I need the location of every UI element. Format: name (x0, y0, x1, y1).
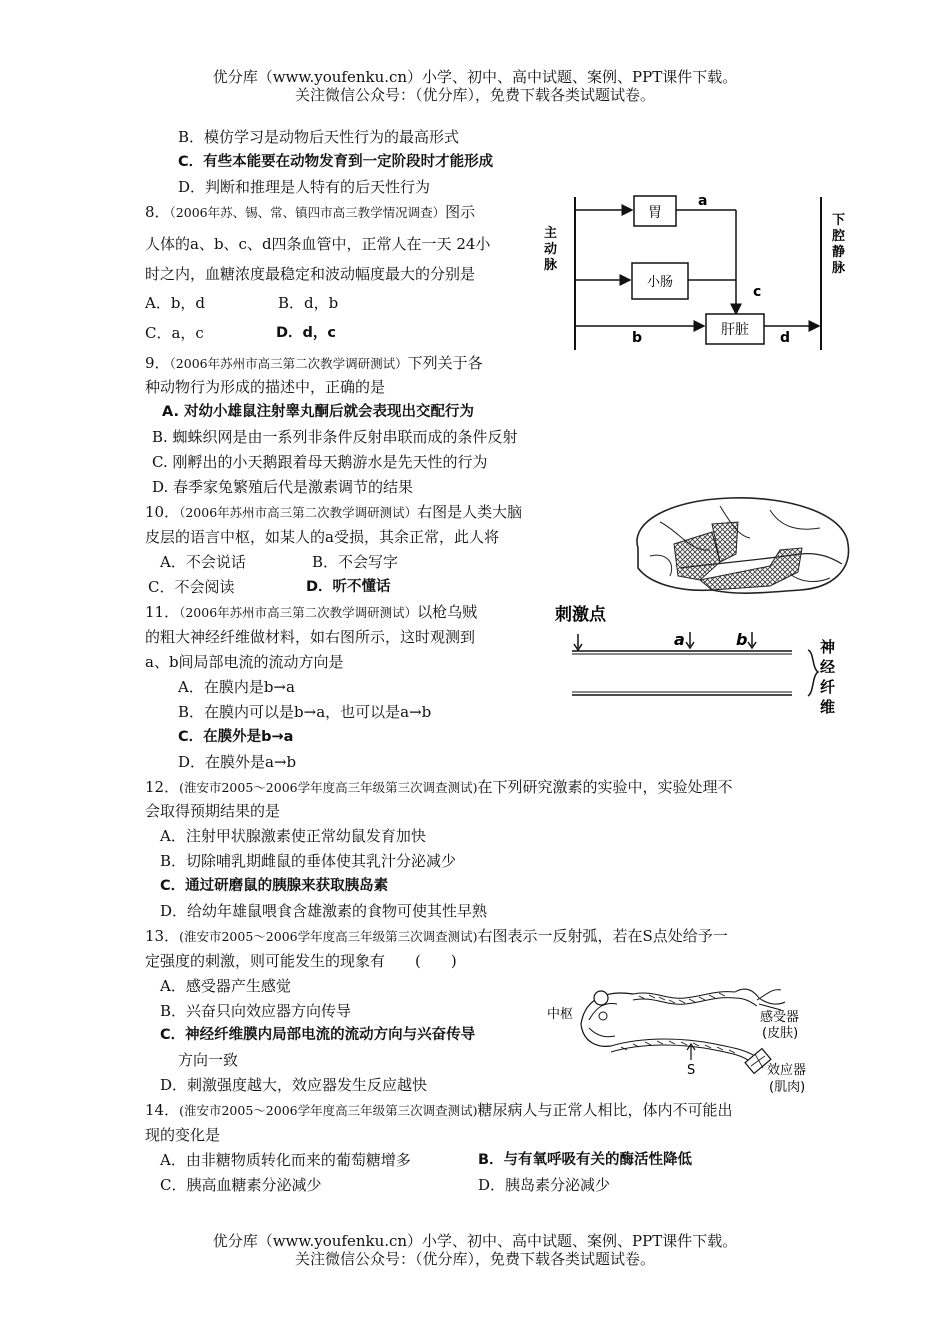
q12-option-c: C．通过研磨鼠的胰腺来获取胰岛素 (160, 878, 389, 894)
q8-stem-line-1 (145, 202, 475, 223)
fiber-label-4: 维 (820, 698, 836, 716)
q14-stem-line-1 (145, 1100, 733, 1121)
vein-label-1: 下 (832, 213, 846, 228)
q8-stem-line-3: 时之内，血糖浓度最稳定和波动幅度最大的分别是 (145, 265, 476, 283)
q12-number: 12． (145, 778, 180, 796)
q12-stem-line-1 (145, 777, 733, 798)
aorta-label-3: 脉 (544, 258, 558, 273)
q11-option-b: B．在膜内可以是b→a，也可以是a→b (178, 703, 432, 721)
receptor-skin-label: (皮肤) (762, 1026, 799, 1041)
q11-stem-line-1 (145, 602, 477, 623)
q8-number: 8． (145, 203, 170, 221)
q10-option-d: D．听不懂话 (306, 579, 391, 595)
q10-number: 10． (145, 503, 180, 521)
q13-option-c: C．神经纤维膜内局部电流的流动方向与兴奋传导 (160, 1027, 476, 1043)
stimulus-point-label: 刺激点 (555, 605, 606, 625)
q11-stem-line-2: 的粗大神经纤维做材料，如右图所示，这时观测到 (145, 628, 476, 646)
q14-stem-1: 糖尿病人与正常人相比，体内不可能出 (477, 1101, 733, 1119)
q14-option-c: C．胰高血糖素分泌减少 (160, 1176, 322, 1194)
nerve-fiber-diagram (550, 600, 850, 720)
vessel-c-label: c (753, 284, 762, 300)
center-label: 中枢 (547, 1007, 574, 1022)
vessel-d-label: d (780, 330, 791, 346)
q8-option-a: A．b，d (145, 294, 206, 312)
point-a-label: a (674, 630, 685, 649)
point-b-label: b (736, 630, 748, 649)
q9-option-d: D. 春季家兔繁殖后代是激素调节的结果 (152, 478, 414, 496)
q14-option-b: B．与有氧呼吸有关的酶活性降低 (478, 1152, 693, 1168)
vein-label-2: 腔 (832, 229, 846, 244)
vessel-a-label: a (698, 193, 708, 209)
fiber-label-1: 神 (820, 638, 836, 656)
q8-source: （2006年苏、锡、常、镇四市高三教学情况调查） (169, 205, 446, 220)
q8-option-b: B．d，b (278, 294, 339, 312)
q10-option-b: B．不会写字 (312, 553, 399, 571)
q13-stem-1: 右图表示一反射弧，若在S点处给予一 (477, 927, 728, 945)
q13-option-b: B．兴奋只向效应器方向传导 (160, 1002, 352, 1020)
q9-source: （2006年苏州市高三第二次教学调研测试） (169, 356, 408, 371)
intestine-label: 小肠 (646, 275, 674, 290)
vein-label-3: 静 (832, 245, 846, 260)
q11-option-c: C．在膜外是b→a (178, 729, 294, 745)
q10-option-c: C．不会阅读 (148, 578, 235, 596)
q13-stem-line-1 (145, 926, 728, 947)
footer-line-2: 关注微信公众号：（优分库），免费下载各类试题试卷。 (294, 1250, 655, 1268)
q10-stem-1: 右图是人类大脑 (417, 503, 523, 521)
q7-option-b: B．模仿学习是动物后天性行为的最高形式 (178, 128, 460, 146)
fiber-label-2: 经 (820, 658, 836, 676)
stomach-label: 胃 (648, 205, 662, 221)
liver-label: 肝脏 (721, 322, 749, 338)
q8-option-d: D．d，c (276, 325, 337, 341)
effector-label: 效应器 (767, 1063, 807, 1078)
q8-option-c: C．a，c (145, 324, 204, 342)
q9-option-c: C. 刚孵出的小天鹅跟着母天鹅游水是先天性的行为 (152, 453, 488, 471)
brain-cortex-diagram (620, 492, 860, 602)
q13-stem-line-2: 定强度的刺激，则可能发生的现象有 ( ) (145, 952, 457, 970)
q13-option-c-continued: 方向一致 (178, 1051, 239, 1069)
q9-number: 9． (145, 354, 170, 372)
q7-option-c: C．有些本能要在动物发育到一定阶段时才能形成 (178, 154, 494, 170)
q10-stem-line-2: 皮层的语言中枢，如某人的a受损，其余正常，此人将 (145, 528, 499, 546)
q8-stem-1: 图示 (445, 203, 476, 221)
q7-option-d: D．判断和推理是人特有的后天性行为 (178, 178, 431, 196)
fiber-label-3: 纤 (820, 678, 836, 696)
q11-stem-1: 以枪乌贼 (417, 603, 478, 621)
q11-source: （2006年苏州市高三第二次教学调研测试） (179, 605, 418, 620)
q9-option-a: A. 对幼小雄鼠注射睾丸酮后就会表现出交配行为 (162, 404, 475, 420)
q9-stem-line-1 (145, 353, 483, 374)
q12-option-d: D．给幼年雄鼠喂食含雄激素的食物可使其性早熟 (160, 902, 488, 920)
q13-number: 13． (145, 927, 180, 945)
point-s-label: S (687, 1063, 696, 1078)
q10-option-a: A．不会说话 (160, 553, 246, 571)
q11-option-d: D．在膜外是a→b (178, 753, 297, 771)
q13-option-d: D．刺激强度越大，效应器发生反应越快 (160, 1076, 428, 1094)
q10-stem-line-1 (145, 502, 522, 523)
q10-source: （2006年苏州市高三第二次教学调研测试） (179, 505, 418, 520)
q12-stem-1: 在下列研究激素的实验中，实验处理不 (477, 778, 733, 796)
vessel-b-label: b (632, 330, 643, 346)
q14-stem-line-2: 现的变化是 (145, 1126, 221, 1144)
receptor-label: 感受器 (760, 1010, 800, 1025)
q11-stem-line-3: a、b间局部电流的流动方向是 (145, 653, 344, 671)
q14-number: 14． (145, 1101, 180, 1119)
q9-stem-1: 下列关于各 (407, 354, 483, 372)
q13-option-a: A．感受器产生感觉 (160, 977, 291, 995)
q12-option-b: B．切除哺乳期雌鼠的垂体使其乳汁分泌减少 (160, 852, 457, 870)
q14-source: (淮安市2005～2006学年度高三年级第三次调查测试) (179, 1103, 478, 1118)
aorta-label-1: 主 (544, 226, 558, 241)
header-line-1: 优分库（www.youfenku.cn）小学、初中、高中试题、案例、PPT课件下载。 (212, 68, 738, 86)
q12-option-a: A．注射甲状腺激素使正常幼鼠发育加快 (160, 827, 426, 845)
vein-label-4: 脉 (832, 261, 846, 276)
q12-stem-line-2: 会取得预期结果的是 (145, 802, 281, 820)
effector-muscle-label: (肌肉) (769, 1080, 806, 1095)
q13-source: (淮安市2005～2006学年度高三年级第三次调查测试) (179, 929, 478, 944)
aorta-label-2: 动 (544, 242, 558, 257)
q9-stem-line-2: 种动物行为形成的描述中，正确的是 (145, 378, 386, 396)
q14-option-a: A．由非糖物质转化而来的葡萄糖增多 (160, 1151, 411, 1169)
q11-number: 11． (145, 603, 180, 621)
q11-option-a: A．在膜内是b→a (178, 678, 295, 696)
q9-option-b: B. 蜘蛛织网是由一系列非条件反射串联而成的条件反射 (152, 428, 518, 446)
q12-source: (淮安市2005～2006学年度高三年级第三次调查测试) (179, 780, 478, 795)
reflex-arc-diagram (545, 976, 815, 1098)
blood-vessel-diagram (540, 192, 860, 357)
q8-stem-line-2: 人体的a、b、c、d四条血管中，正常人在一天 24小 (145, 235, 491, 253)
header-line-2: 关注微信公众号：（优分库），免费下载各类试题试卷。 (294, 86, 655, 104)
footer-line-1: 优分库（www.youfenku.cn）小学、初中、高中试题、案例、PPT课件下载。 (212, 1232, 738, 1250)
q14-option-d: D．胰岛素分泌减少 (478, 1176, 611, 1194)
